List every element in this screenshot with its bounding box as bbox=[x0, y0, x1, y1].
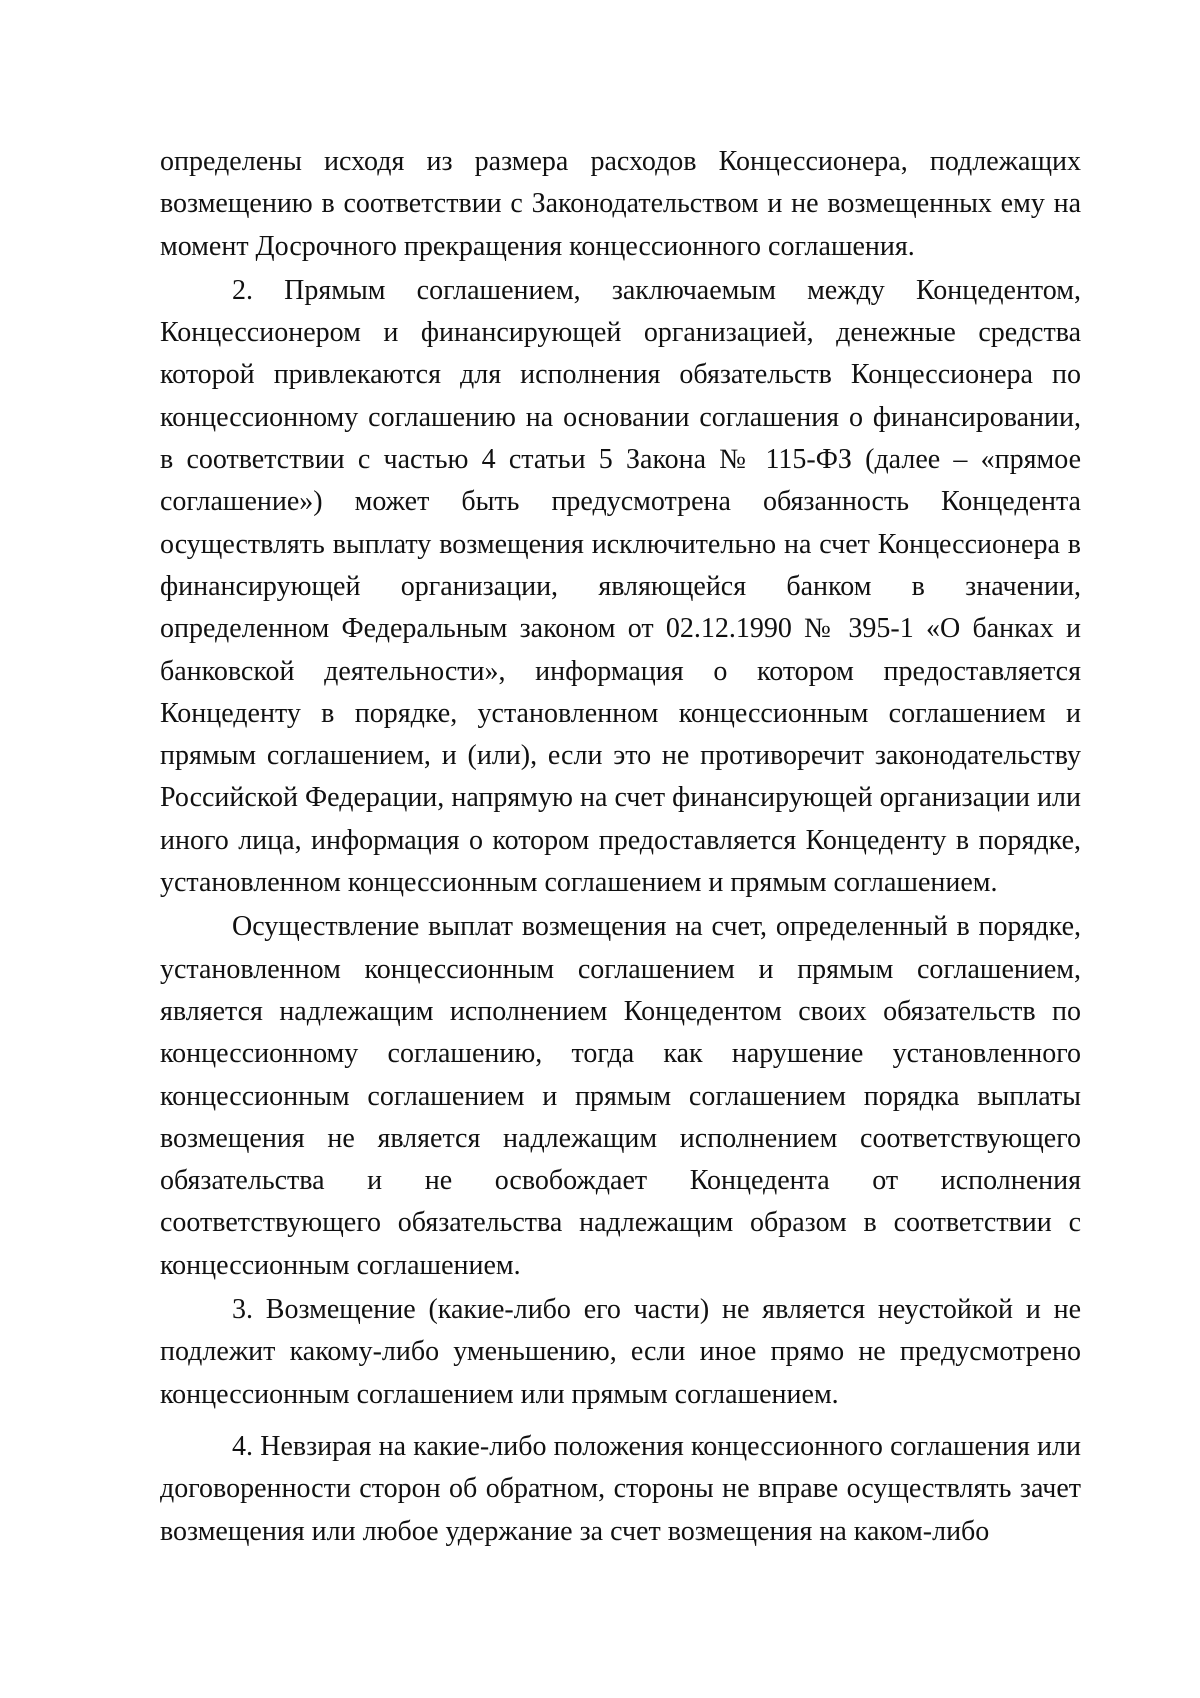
document-body bbox=[160, 141, 1081, 1553]
paragraph-item-2: 2. Прямым соглашением, заключаемым между Концедентом, Концессионером и финансирующей организацией, денежные средства которой привлекаются для исполнения обязательств Концессионера по концессионному соглашению на основании соглашения о финансировании, в соответствии с частью 4 статьи 5 Закона № 115-ФЗ (далее – «прямое соглашение») может быть предусмотрена обязанность Концедента осуществлять выплату возмещения исключительно на счет Концессионера в финансирующей организации, являющейся банком в значении, определенном Федеральным законом от 02.12.1990 № 395-1 «О банках и банковской деятельности», информация о котором предоставляется Концеденту в порядке, установленном концессионным соглашением и прямым соглашением, и (или), если это не противоречит законодательству Российской Федерации, напрямую на счет финансирующей организации или иного лица, информация о котором предоставляется Концеденту в порядке, установленном концессионным соглашением и прямым соглашением. bbox=[160, 274, 1081, 899]
paragraph-continuation: определены исходя из размера расходов Концессионера, подлежащих возмещению в соответствии с Законодательством и не возмещенных ему на момент Досрочного прекращения концессионного соглашения. bbox=[160, 146, 1081, 262]
paragraph-item-2-continued: Осуществление выплат возмещения на счет, определенный в порядке, установленном концессионным соглашением и прямым соглашением, является надлежащим исполнением Концедентом своих обязательств по концессионному соглашению, тогда как нарушение установленного концессионным соглашением и прямым соглашением порядка выплаты возмещения не является надлежащим исполнением соответствующего обязательства и не освобождает Концедента от исполнения соответствующего обязательства надлежащим образом в соответствии с концессионным соглашением. bbox=[160, 911, 1081, 1281]
paragraph-item-3: 3. Возмещение (какие-либо его части) не является неустойкой и не подлежит какому-либо уменьшению, если иное прямо не предусмотрено концессионным соглашением или прямым соглашением. bbox=[160, 1294, 1081, 1410]
paragraph-item-4: 4. Невзирая на какие-либо положения концессионного соглашения или договоренности сторон об обратном, стороны не вправе осуществлять зачет возмещения или любое удержание за счет возмещения на каком-либо bbox=[160, 1430, 1081, 1547]
